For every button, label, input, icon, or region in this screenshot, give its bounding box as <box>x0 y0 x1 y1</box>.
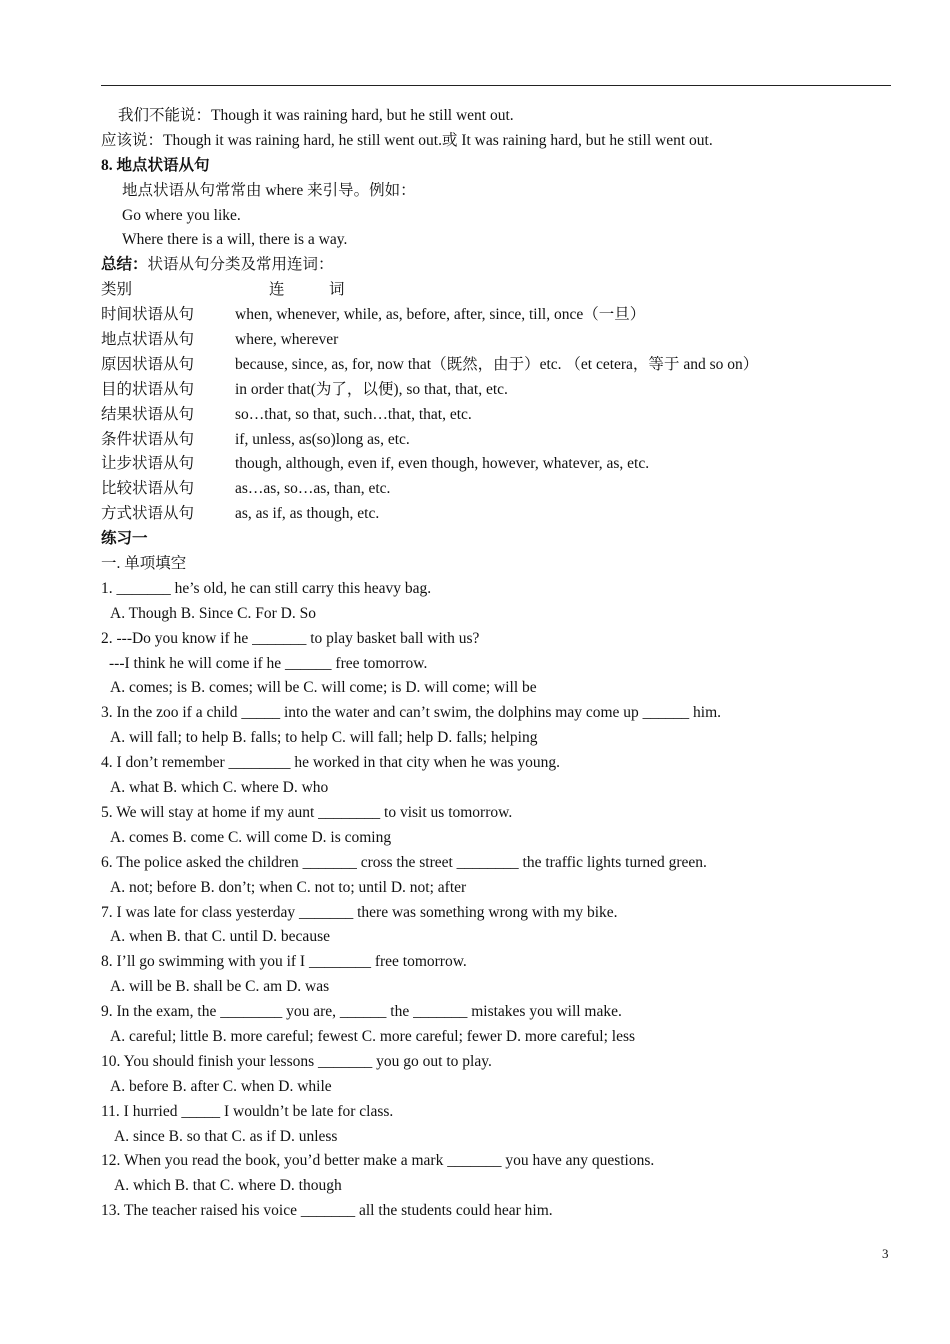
summary-row <box>101 428 891 453</box>
text-line: 应该说：Though it was raining hard, he still went out.或 It was raining hard, but he still went out. <box>101 131 713 149</box>
conjunctions: though, although, even if, even though, however, whatever, as, etc. <box>235 455 650 473</box>
summary-row <box>101 303 891 328</box>
question-stem: 2. ---Do you know if he _______ to play basket ball with us? <box>101 629 480 647</box>
question-stem: 12. When you read the book, you’d better make a mark _______ you have any questions. <box>101 1152 655 1170</box>
question-list <box>101 577 891 1224</box>
conjunctions: so…that, so that, such…that, that, etc. <box>235 405 472 423</box>
question-stem: 11. I hurried _____ I wouldn’t be late for class. <box>101 1102 394 1120</box>
clause-type: 目的状语从句 <box>101 380 195 398</box>
header-rule <box>101 85 891 86</box>
summary-row <box>101 353 891 378</box>
clause-type: 方式状语从句 <box>101 505 195 523</box>
question-options: A. careful; little B. more careful; fewest C. more careful; fewer D. more careful; less <box>110 1027 636 1045</box>
exercise-title: 练习一 <box>101 530 148 548</box>
conjunctions: in order that(为了，以便), so that, that, etc. <box>235 380 508 398</box>
question-stem: 5. We will stay at home if my aunt ________ to visit us tomorrow. <box>101 803 513 821</box>
summary-row <box>101 328 891 353</box>
question-options: A. when B. that C. until D. because <box>110 928 330 946</box>
question-stem: 1. _______ he’s old, he can still carry this heavy bag. <box>101 579 432 597</box>
clause-type: 原因状语从句 <box>101 355 195 373</box>
clause-type: 条件状语从句 <box>101 430 195 448</box>
header-conj-1: 连 <box>269 281 285 299</box>
question-options: A. comes B. come C. will come D. is coming <box>110 828 392 846</box>
clause-type: 结果状语从句 <box>101 405 195 423</box>
page-number: 3 <box>882 1246 889 1261</box>
exercise-part: 一. 单项填空 <box>101 555 187 573</box>
clause-type: 时间状语从句 <box>101 306 195 324</box>
question-options: A. what B. which C. where D. who <box>110 779 329 797</box>
question-stem: 8. I’ll go swimming with you if I ________ free tomorrow. <box>101 953 467 971</box>
example-line: Go where you like. <box>122 206 241 224</box>
question-options: A. not; before B. don’t; when C. not to; until D. not; after <box>110 878 467 896</box>
conjunctions: as, as if, as though, etc. <box>235 505 380 523</box>
question-options: A. comes; is B. comes; will be C. will come; is D. will come; will be <box>110 679 537 697</box>
question-options: A. before B. after C. when D. while <box>110 1077 332 1095</box>
summary-row <box>101 477 891 502</box>
summary-row <box>101 452 891 477</box>
clause-type: 地点状语从句 <box>101 331 195 349</box>
question-options: A. since B. so that C. as if D. unless <box>114 1127 338 1145</box>
clause-type: 比较状语从句 <box>101 480 195 498</box>
question-options: A. will fall; to help B. falls; to help C. will fall; help D. falls; helping <box>110 729 538 747</box>
summary-title: 状语从句分类及常用连词： <box>147 256 334 274</box>
question-stem: 13. The teacher raised his voice _______ all the students could hear him. <box>101 1202 553 1220</box>
question-stem: 3. In the zoo if a child _____ into the water and can’t swim, the dolphins may come up ______ him. <box>101 704 722 722</box>
question-reply: ---I think he will come if he ______ free tomorrow. <box>109 654 428 672</box>
summary-table-header <box>101 278 891 303</box>
question-options: A. which B. that C. where D. though <box>114 1177 342 1195</box>
document-body <box>101 104 891 1224</box>
header-conj-2: 词 <box>329 281 345 299</box>
question-stem: 9. In the exam, the ________ you are, ______ the _______ mistakes you will make. <box>101 1003 622 1021</box>
text-line: 我们不能说：Though it was raining hard, but he still went out. <box>118 107 514 124</box>
conjunctions: where, wherever <box>235 331 339 349</box>
conjunctions: if, unless, as(so)long as, etc. <box>235 430 410 448</box>
summary-table <box>101 303 891 527</box>
question-options: A. will be B. shall be C. am D. was <box>110 978 330 996</box>
conjunctions: because, since, as, for, now that（既然，由于）etc. （et cetera，等于 and so on） <box>235 355 759 373</box>
question-stem: 6. The police asked the children _______ cross the street ________ the traffic lights turned green. <box>101 853 707 871</box>
example-line: Where there is a will, there is a way. <box>122 231 348 249</box>
conjunctions: when, whenever, while, as, before, after, since, till, once（一旦） <box>235 306 646 324</box>
question-stem: 10. You should finish your lessons _______ you go out to play. <box>101 1052 492 1070</box>
summary-label: 总结： <box>101 256 148 274</box>
section-heading: 8. 地点状语从句 <box>101 156 210 174</box>
summary-row <box>101 502 891 527</box>
question-stem: 7. I was late for class yesterday _______ there was something wrong with my bike. <box>101 903 618 921</box>
summary-row <box>101 403 891 428</box>
summary-row <box>101 378 891 403</box>
text-line: 地点状语从句常常由 where 来引导。例如： <box>122 181 416 199</box>
summary-heading <box>101 253 891 278</box>
clause-type: 让步状语从句 <box>101 455 195 473</box>
question-options: A. Though B. Since C. For D. So <box>110 604 316 622</box>
conjunctions: as…as, so…as, than, etc. <box>235 480 391 498</box>
header-type: 类别 <box>101 281 133 299</box>
question-stem: 4. I don’t remember ________ he worked in that city when he was young. <box>101 754 561 772</box>
